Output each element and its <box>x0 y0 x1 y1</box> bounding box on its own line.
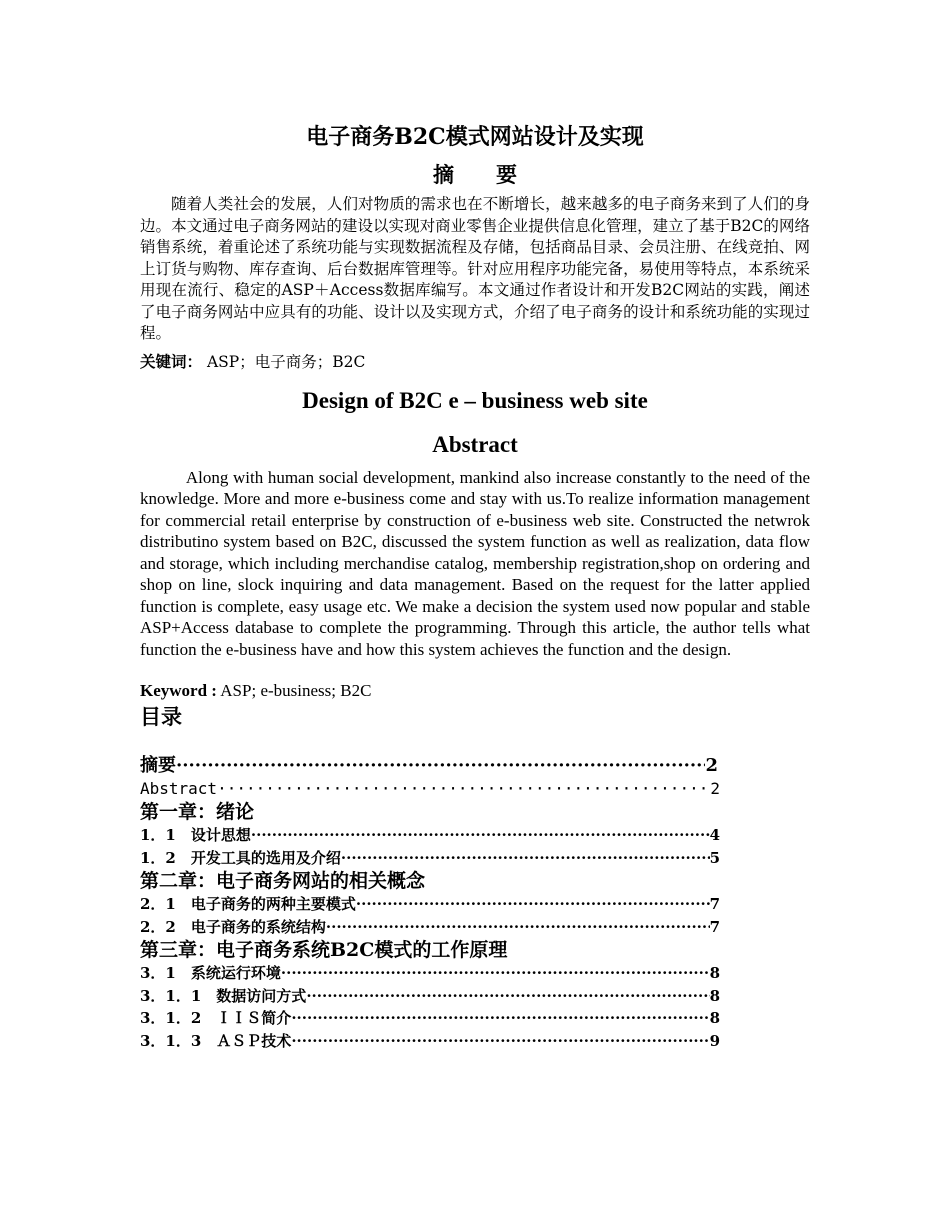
english-keywords-value: ASP; e-business; B2C <box>220 681 372 700</box>
toc-chapter-2[interactable]: 第二章：电子商务网站的相关概念 <box>140 870 426 892</box>
toc-entry-abstract-cn[interactable] <box>140 754 718 777</box>
toc-leader-dots <box>356 893 710 916</box>
toc-entry-title: 1．1 设计思想 <box>140 826 251 844</box>
toc-leader-dots <box>176 754 705 777</box>
toc-entry-page: 8 <box>709 986 720 1005</box>
toc-entry-3-1[interactable] <box>140 962 720 985</box>
toc-chapter-1[interactable]: 第一章：绪论 <box>140 801 255 823</box>
toc-entry-title: 1．2 开发工具的选用及介绍 <box>140 848 341 867</box>
english-abstract-body: Along with human social development, mankind also increase constantly to the need of the knowledge. More and more e-business come and stay with us.To realize information management for commercial retail enterprise by construction of e-business web site. Constructed the netwrok distributino system based on B2C, discussed the system function as well as realization, data flow and storage, which including merchandise catalog, membership registration,shop on ordering and shop on line, slock inquiring and data management. Based on the request for the latter applied function is complete, easy usage etc. We make a decision the system used now popular and stable ASP+Access database to complete the programming. Through this article, the author tells what function the e-business have and how this system achieves the function and the design. <box>140 467 810 659</box>
toc-entry-3-1-3[interactable] <box>140 1030 720 1053</box>
toc-leader-dots <box>341 847 710 870</box>
toc-entry-title: 3．1．2 ＩＩＳ简介 <box>140 1009 292 1027</box>
toc-entry-page: 2 <box>705 755 718 776</box>
toc-entry-page: 5 <box>709 848 720 867</box>
toc-leader-dots <box>291 1030 709 1053</box>
toc-entry-title: 3．1．3 ＡＳＰ技术 <box>140 1031 292 1050</box>
toc-entry-3-1-1[interactable] <box>140 985 720 1008</box>
toc-leader-dots <box>217 777 710 800</box>
toc-entry-page: 2 <box>710 779 720 798</box>
toc-entry-page: 8 <box>709 964 720 982</box>
toc-entry-2-1[interactable] <box>140 893 720 916</box>
toc-entry-title: 摘要 <box>140 755 176 776</box>
toc-leader-dots <box>281 962 710 985</box>
toc-leader-dots <box>306 985 709 1008</box>
toc-entry-page: 7 <box>709 917 720 936</box>
toc-entry-3-1-2[interactable] <box>140 1007 720 1030</box>
chinese-keywords-label: 关键词： <box>140 351 203 371</box>
english-keywords-label: Keyword : <box>140 681 217 700</box>
english-title: Design of B2C e – business web site <box>302 387 648 413</box>
toc-leader-dots <box>291 1007 709 1030</box>
toc-entry-title: 3．1 系统运行环境 <box>140 964 281 982</box>
toc-entry-2-2[interactable] <box>140 916 720 939</box>
toc-entry-page: 7 <box>709 895 720 913</box>
toc-entry-1-1[interactable] <box>140 824 720 847</box>
chinese-abstract-heading: 摘 要 <box>433 162 517 187</box>
toc-entry-title: 3．1．1 数据访问方式 <box>140 986 307 1005</box>
english-keywords <box>140 680 810 702</box>
toc-leader-dots <box>326 916 710 939</box>
chinese-keywords-value: ASP；电子商务；B2C <box>206 352 366 371</box>
chinese-abstract-body: 随着人类社会的发展，人们对物质的需求也在不断增长，越来越多的电子商务来到了人们的身边。本文通过电子商务网站的建设以实现对商业零售企业提供信息化管理，建立了基于B2C的网络销售系统，着重论述了系统功能与实现数据流程及存储，包括商品目录、会员注册、在线竞拍、网上订货与购物、库存查询、后台数据库管理等。针对应用程序功能完备，易使用等特点，本系统采用现在流行、稳定的ASP＋Access数据库编写。本文通过作者设计和开发B2C网站的实践，阐述了电子商务网站中应具有的功能、设计以及实现方式，介绍了电子商务的设计和系统功能的实现过程。 <box>140 195 810 342</box>
toc-entry-page: 9 <box>709 1031 720 1050</box>
toc-entry-title: 2．2 电子商务的系统结构 <box>140 917 326 936</box>
chinese-title: 电子商务B2C模式网站设计及实现 <box>306 124 644 150</box>
toc-entry-page: 4 <box>709 826 720 844</box>
toc-chapter-3[interactable]: 第三章：电子商务系统B2C模式的工作原理 <box>140 939 508 961</box>
toc-entry-title: Abstract <box>140 779 218 798</box>
toc-entry-title: 2．1 电子商务的两种主要模式 <box>140 895 356 913</box>
toc-entry-page: 8 <box>709 1009 720 1027</box>
english-abstract-heading: Abstract <box>432 431 518 457</box>
document-page <box>140 120 810 1052</box>
toc-entry-1-2[interactable] <box>140 847 720 870</box>
table-of-contents <box>140 754 810 1052</box>
toc-entry-abstract-en[interactable] <box>140 777 720 800</box>
toc-leader-dots <box>251 824 710 847</box>
toc-heading: 目录 <box>140 704 182 729</box>
chinese-keywords <box>140 351 810 373</box>
